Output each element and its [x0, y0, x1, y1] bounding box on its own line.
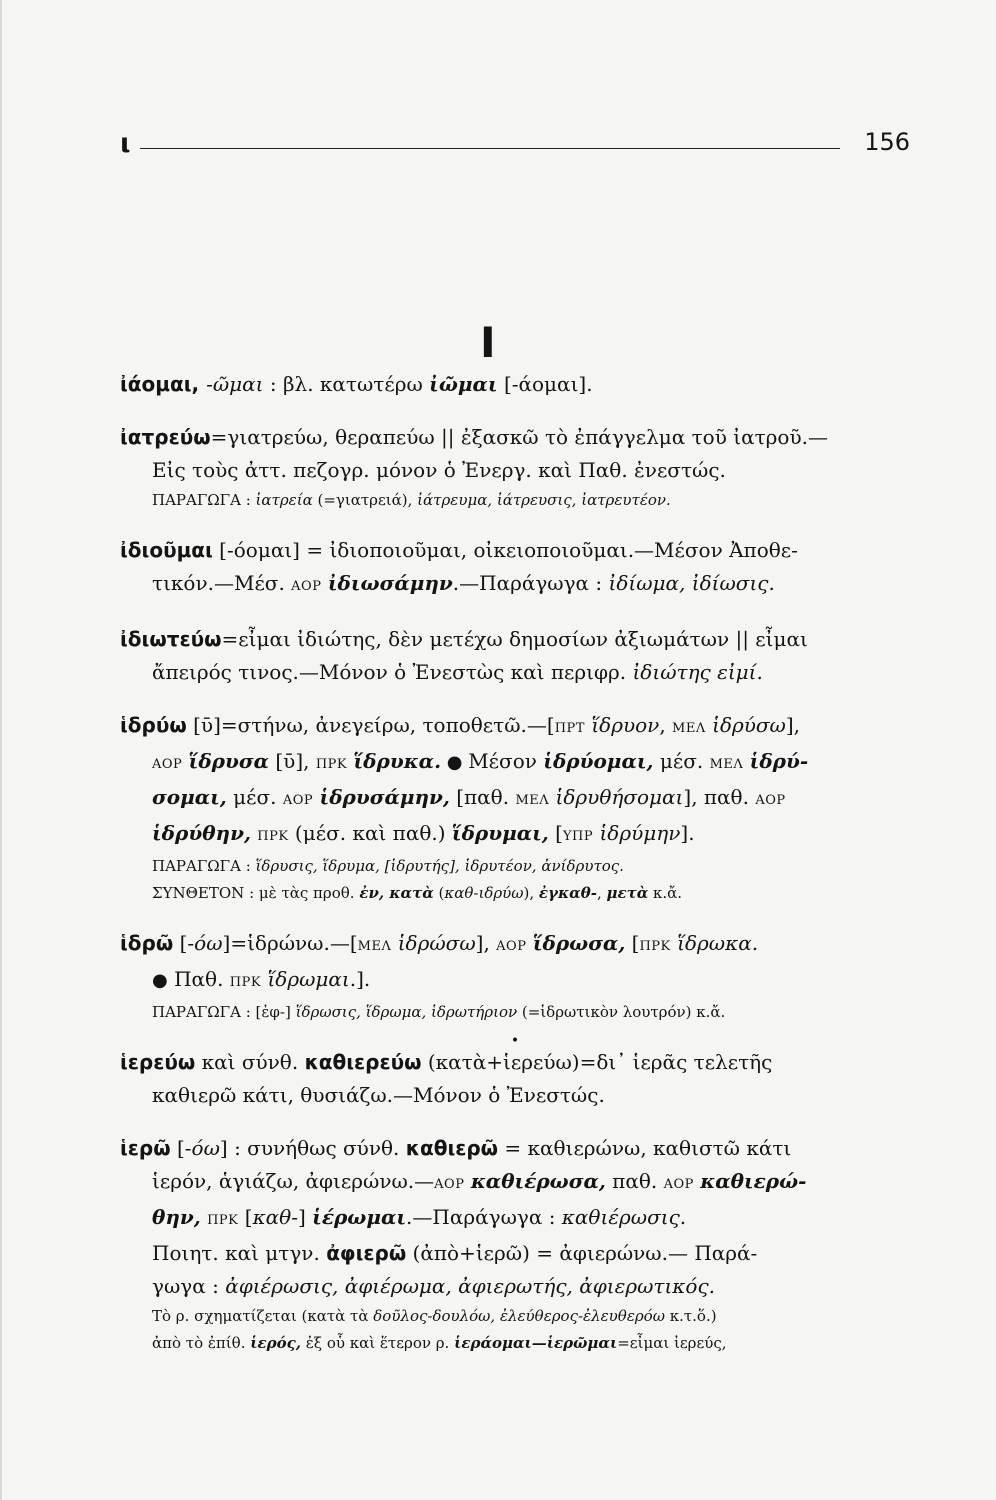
entry-line: [120, 1079, 910, 1112]
form: καθιερεύω: [304, 1050, 422, 1074]
text: (=ἱδρωτικὸν λουτρόν) κ.ἄ.: [517, 1003, 726, 1021]
label: ΠΑΡΑΓΩΓΑ : [ἐφ-]: [152, 1003, 296, 1021]
text: (=γιατρειά),: [312, 491, 418, 509]
text: = καθιερώνω, καθιστῶ κάτι: [498, 1136, 792, 1160]
abbr: ΑΟΡ: [496, 939, 527, 954]
entry-line: [120, 534, 910, 567]
headword: ἱδρύω: [120, 713, 187, 737]
abbr: ΑΟΡ: [755, 793, 786, 808]
text: [ῡ],: [269, 749, 316, 773]
form: ἱδρυθήσομαι: [555, 785, 684, 809]
abbr: ΠΡΤ: [554, 721, 585, 736]
text: ἄπειρός τινος.—Μόνον ὁ Ἐνεστὼς καὶ περιφρ.: [152, 660, 633, 684]
text: ,: [659, 713, 673, 737]
text: Εἰς τοὺς ἀττ. πεζογρ. μόνον ὁ Ἐνεργ. καὶ Παθ. ἐνεστώς.: [152, 458, 726, 482]
text: =γιατρεύω, θεραπεύω || ἐξασκῶ τὸ ἐπάγγελμα τοῦ ἰατροῦ.—: [210, 425, 828, 449]
text: .—Παράγωγα :: [452, 571, 609, 595]
compounds-line: [120, 880, 910, 907]
form: ἵδρωκα.: [677, 931, 759, 955]
entry-line: [120, 781, 910, 817]
form: ἵδρωσα,: [532, 931, 626, 955]
entry-line: [120, 623, 910, 656]
entry-idioteuo: [120, 623, 910, 689]
entry-line: [120, 1201, 910, 1237]
form: ἰδίωμα, ἰδίωσις.: [608, 571, 775, 595]
form: ἱερός,: [250, 1334, 301, 1352]
entry-line: [120, 1165, 910, 1201]
text: ]: [297, 1205, 313, 1229]
form: όω: [194, 931, 223, 955]
dictionary-body: [120, 368, 910, 1377]
label: ΠΑΡΑΓΩΓΑ :: [152, 857, 256, 875]
abbr: ΥΠΡ: [562, 829, 594, 844]
form: ἰάτρευμα, ἰάτρευσις, ἰατρευτέον.: [417, 491, 671, 509]
headword: ἰατρεύω: [120, 425, 211, 449]
headword: ἰδιωτεύω: [120, 627, 222, 651]
form: ἱδρύμην: [599, 821, 681, 845]
bullet-icon: ●: [441, 752, 469, 773]
text: μέσ.: [226, 785, 283, 809]
text: [-άομαι].: [497, 372, 593, 396]
text: (ἀπὸ+ἱερῶ) = ἀφιερώνω.— Παρά-: [406, 1241, 758, 1265]
text: καθιερῶ κάτι, θυσιάζω.—Μόνον ὁ Ἐνεστώς.: [152, 1083, 605, 1107]
text: Παθ.: [167, 967, 230, 991]
form: ἐγκαθ-: [538, 884, 597, 902]
form: ἱδρύσω: [712, 713, 786, 737]
entry-line: [120, 745, 910, 781]
entry-iatreuo: [120, 421, 910, 514]
form: ἰδιώτης εἰμί.: [632, 660, 763, 684]
abbr: ΑΟΡ: [663, 1177, 694, 1192]
form: ἱδρύθην,: [152, 821, 251, 845]
text: κ.ἄ.: [648, 884, 683, 902]
headword: ἱδρῶ: [120, 931, 174, 955]
text: (μέσ. καὶ παθ.): [288, 821, 452, 845]
entry-hiero: [120, 1132, 910, 1357]
text: Τὸ ρ. σχηματίζεται (κατὰ τὰ: [152, 1307, 374, 1325]
form: καθ-ιδρύω: [444, 884, 524, 902]
section-letter: Ι: [480, 318, 496, 367]
form: σομαι,: [152, 785, 227, 809]
text: ,: [596, 884, 607, 902]
form: καθιέρωσις.: [561, 1205, 687, 1229]
text: Μέσον: [468, 749, 544, 773]
abbr: ΠΡΚ: [315, 757, 348, 772]
form: ἰδιωσάμην: [327, 571, 453, 595]
entry-hidryo: [120, 709, 910, 907]
text: ]=ἱδρώνω.—[: [222, 931, 358, 955]
derivatives-line: [120, 999, 910, 1026]
form: θην,: [152, 1205, 201, 1229]
entry-line: [120, 368, 910, 401]
entry-line: [120, 1270, 910, 1303]
abbr: ΑΟΡ: [434, 1177, 465, 1192]
label: ΣΥΝΘΕΤΟΝ : μὲ τὰς προθ.: [152, 884, 360, 902]
entry-hidro: [120, 927, 910, 1026]
form: ἱέρωμαι: [312, 1205, 407, 1229]
text: [-όομαι] = ἰδιοποιοῦμαι, οἰκειοποιοῦμαι.—Μέσον Ἀποθε-: [212, 538, 798, 562]
text: .].: [349, 967, 371, 991]
form: ἵδρυσα: [188, 749, 269, 773]
form: καθ-: [252, 1205, 298, 1229]
text: καὶ σύνθ.: [195, 1050, 305, 1074]
text: ], παθ.: [683, 785, 756, 809]
text: [-: [170, 1136, 192, 1160]
note-line: [120, 1303, 910, 1330]
form: καθιερῶ: [405, 1136, 499, 1160]
text: ],: [475, 931, 497, 955]
separator-dot: •: [510, 1033, 520, 1049]
text: μέσ.: [653, 749, 710, 773]
entry-line: [120, 656, 910, 689]
form: ἵδρωσις, ἵδρωμα, ἱδρωτήριον: [295, 1003, 518, 1021]
form: ἱεράομαι—ἱερῶμαι: [454, 1334, 618, 1352]
abbr: ΜΕΛ: [672, 721, 706, 736]
running-header: [120, 128, 910, 164]
entry-hiereuo: [120, 1046, 910, 1112]
abbr: ΑΟΡ: [291, 579, 322, 594]
text: =εἶμαι ἰδιώτης, δὲν μετέχω δημοσίων ἀξιωμάτων || εἶμαι: [221, 627, 808, 651]
form: ἱδρώσω: [397, 931, 476, 955]
text: [-: [173, 931, 195, 955]
entry-line: [120, 817, 910, 853]
abbr: ΑΟΡ: [152, 757, 183, 772]
abbr: ΜΕΛ: [709, 757, 744, 772]
derivatives-line: [120, 487, 910, 514]
label: ΠΑΡΑΓΩΓΑ :: [152, 491, 256, 509]
text: [: [625, 931, 640, 955]
entry-line: [120, 421, 910, 454]
text: παθ.: [605, 1169, 664, 1193]
headword: ἰάομαι,: [120, 372, 207, 396]
text: Ποιητ. καὶ μτγν.: [152, 1241, 327, 1265]
abbr: ΠΡΚ: [229, 975, 262, 990]
text: ),: [523, 884, 539, 902]
headword: ἱερεύω: [120, 1050, 196, 1074]
text: (κατὰ+ἱερεύω)=δι᾽ ἱερᾶς τελετῆς: [421, 1050, 773, 1074]
form: -ῶμαι: [206, 372, 264, 396]
headword: ἱερῶ: [120, 1136, 171, 1160]
text: [: [238, 1205, 253, 1229]
text: [παθ.: [449, 785, 516, 809]
form: δοῦλος-δουλόω, ἐλεύθερος-ἐλευθερόω: [373, 1307, 665, 1325]
derivatives-line: [120, 853, 910, 880]
form: ἀφιέρωσις, ἀφιέρωμα, ἀφιερωτής, ἀφιερωτικός.: [225, 1274, 716, 1298]
text: : βλ. κατωτέρω: [263, 372, 430, 396]
text: .—Παράγωγα :: [406, 1205, 562, 1229]
header-letter: ι: [120, 128, 131, 159]
entry-iaomai: [120, 368, 910, 401]
form: ἰατρεία: [255, 491, 313, 509]
page-number: 156: [864, 128, 910, 156]
form: ἱδρυσάμην,: [319, 785, 450, 809]
text: τικόν.—Μέσ.: [152, 571, 292, 595]
form: καθιέρωσα,: [470, 1169, 606, 1193]
entry-line: [120, 927, 910, 963]
abbr: ΑΟΡ: [282, 793, 314, 808]
form: ἀφιερῶ: [326, 1241, 407, 1265]
text: ] : συνήθως σύνθ.: [219, 1136, 406, 1160]
form: ἱδρύ-: [749, 749, 809, 773]
entry-line: [120, 567, 910, 603]
abbr: ΠΡΚ: [207, 1213, 239, 1228]
text: [: [548, 821, 563, 845]
form: ἵδρυκα.: [353, 749, 442, 773]
text: (: [433, 884, 445, 902]
text: κ.τ.ὅ.): [664, 1307, 717, 1325]
form: ἵδρυον: [591, 713, 660, 737]
form: ἐν, κατὰ: [359, 884, 434, 902]
abbr: ΜΕΛ: [357, 939, 392, 954]
note-line: [120, 1330, 910, 1357]
text: [ῡ]=στήνω, ἀνεγείρω, τοποθετῶ.—[: [186, 713, 555, 737]
bullet-icon: ●: [152, 970, 168, 991]
entry-line: [120, 1046, 910, 1079]
entry-line: [120, 709, 910, 745]
entry-idioumai: [120, 534, 910, 603]
form: ἱδρύομαι,: [543, 749, 654, 773]
headword: ἰδιοῦμαι: [120, 538, 213, 562]
text: =εἶμαι ἱερεύς,: [617, 1334, 727, 1352]
form: ἰῶμαι: [429, 372, 498, 396]
text: ἐξ οὗ καὶ ἕτερον ρ.: [300, 1334, 455, 1352]
form: όω: [191, 1136, 220, 1160]
form: ἵδρυσις, ἵδρυμα, [ἱδρυτής], ἱδρυτέον, ἀνίδρυτος.: [255, 857, 624, 875]
text: ἀπὸ τὸ ἐπίθ.: [152, 1334, 251, 1352]
form: καθιερώ-: [700, 1169, 807, 1193]
form: ἵδρυμαι,: [451, 821, 549, 845]
text: ],: [785, 713, 801, 737]
abbr: ΜΕΛ: [515, 793, 550, 808]
text: γωγα :: [152, 1274, 226, 1298]
text: ἱερόν, ἁγιάζω, ἀφιερώνω.—: [152, 1169, 435, 1193]
form: μετὰ: [606, 884, 649, 902]
abbr: ΠΡΚ: [257, 829, 289, 844]
entry-line: [120, 454, 910, 487]
text: ].: [680, 821, 695, 845]
entry-line: [120, 963, 910, 999]
header-rule: [140, 148, 840, 149]
abbr: ΠΡΚ: [639, 939, 671, 954]
entry-line: [120, 1237, 910, 1270]
form: ἵδρωμαι: [267, 967, 350, 991]
entry-line: [120, 1132, 910, 1165]
